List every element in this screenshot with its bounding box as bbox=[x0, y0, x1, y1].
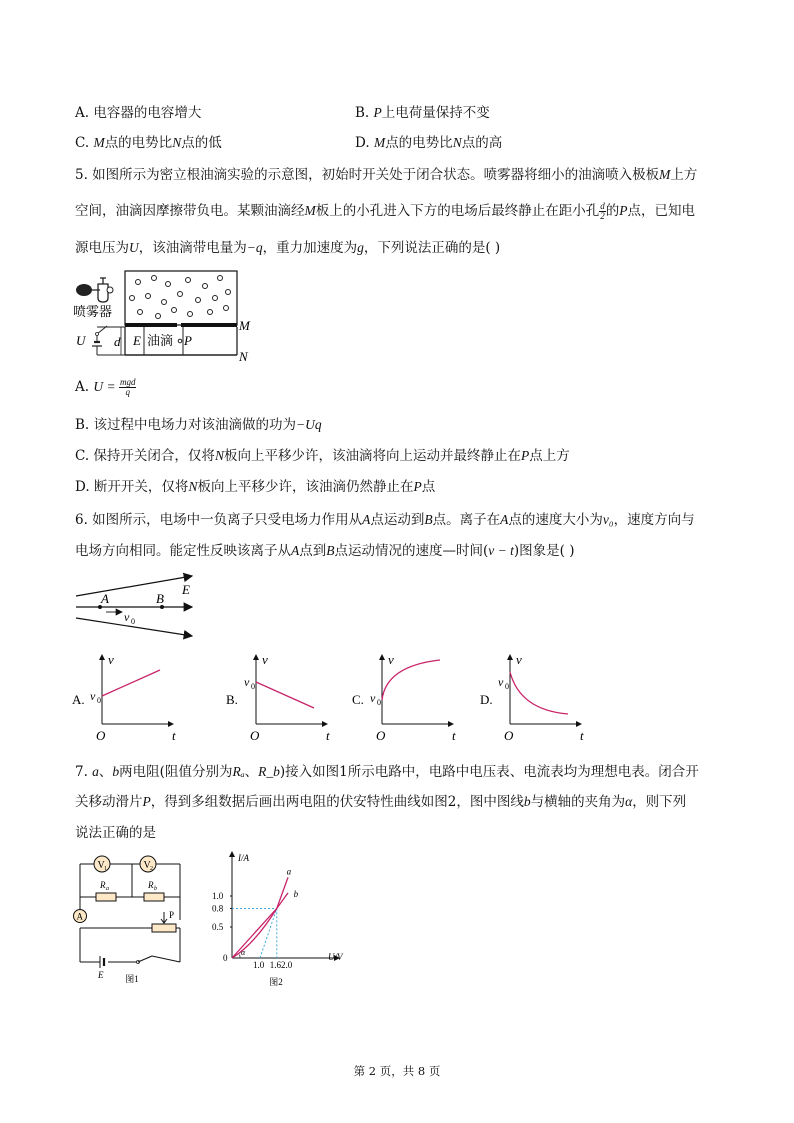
vt-curve bbox=[102, 670, 160, 696]
vt-curve bbox=[510, 672, 568, 714]
y-tick-label: 1.0 bbox=[212, 891, 224, 901]
sprayer-nozzle-icon bbox=[92, 284, 108, 302]
velocity-label: v bbox=[124, 610, 130, 624]
t-axis-label: t bbox=[580, 728, 584, 743]
velocity-subscript: 0 bbox=[131, 617, 135, 626]
q5-stem-line3: 源电压为U，该油滴带电量为−q，重力加速度为g，下列说法正确的是( ) bbox=[75, 240, 501, 256]
q7-stem-line2: 关移动滑片P，得到多组数据后画出两电阻的伏安特性曲线如图2，图中图线b与横轴的夹角为α，则下列 bbox=[75, 794, 687, 810]
figure-1-caption: 图1 bbox=[125, 974, 139, 984]
v0-subscript: 0 bbox=[377, 698, 381, 707]
sprayer-label: 喷雾器 bbox=[73, 304, 113, 319]
v0-subscript: 0 bbox=[97, 696, 101, 705]
circuit-figure-1 bbox=[72, 852, 192, 987]
distance-d-label: d bbox=[114, 334, 121, 349]
origin-label: O bbox=[504, 728, 514, 743]
voltage-u-label: U bbox=[76, 333, 86, 348]
q5-option-d: D. 断开开关，仅将N板向上平移少许，该油滴仍然静止在P点 bbox=[75, 479, 436, 495]
v-axis-arrow-icon bbox=[379, 654, 385, 660]
q5-stem-line1: 5. 如图所示为密立根油滴实验的示意图，初始时开关处于闭合状态。喷雾器将细小的油滴喷入极板M上方 bbox=[75, 167, 698, 183]
iv-characteristic-chart bbox=[210, 843, 350, 988]
graph-option-label: A. bbox=[72, 692, 85, 707]
point-b-label: B bbox=[156, 591, 164, 606]
voltmeter-v1-label: V bbox=[97, 860, 105, 871]
ammeter-icon bbox=[74, 910, 87, 923]
vt-curve bbox=[256, 682, 314, 708]
slider-p-label: P bbox=[169, 910, 175, 920]
x-tick-label: 1.0 bbox=[253, 960, 265, 970]
v0-label: v bbox=[370, 691, 376, 705]
figure-2-caption: 图2 bbox=[269, 977, 283, 987]
plate-m-label: M bbox=[239, 318, 250, 333]
v0-subscript: 0 bbox=[505, 682, 509, 691]
t-axis-arrow-icon bbox=[448, 721, 454, 727]
voltmeter-v1-icon bbox=[94, 856, 110, 872]
t-axis-label: t bbox=[452, 728, 456, 743]
ammeter-label: A bbox=[76, 911, 83, 922]
t-axis-label: t bbox=[326, 728, 330, 743]
tangent-guide bbox=[260, 908, 277, 958]
x-tick-label: 1.6 bbox=[269, 960, 282, 970]
resistor-ra-icon bbox=[96, 880, 116, 901]
q5-option-a: A. U = $\frac{\text{mgd}}{q}$ bbox=[75, 377, 136, 397]
resistor-rb-label: R bbox=[148, 880, 154, 890]
v-axis-arrow-icon bbox=[507, 654, 513, 660]
oil-droplet-label: 油滴 bbox=[147, 333, 174, 348]
q5-option-b: B. 该过程中电场力对该油滴做的功为−Uq bbox=[75, 417, 322, 433]
v-axis-label: v bbox=[108, 652, 114, 667]
v-axis-label: v bbox=[388, 652, 394, 667]
vt-graph-a bbox=[72, 652, 192, 742]
voltmeter-v2-label: V bbox=[143, 860, 151, 871]
x-tick-label: 2.0 bbox=[281, 960, 293, 970]
q6-stem-line2: 电场方向相同。能定性反映该离子从A点到B点运动情况的速度—时间(v − t)图象是( ) bbox=[75, 543, 575, 559]
origin-label: 0 bbox=[223, 953, 228, 963]
t-axis-arrow-icon bbox=[322, 721, 328, 727]
v-axis-label: v bbox=[262, 652, 268, 667]
point-a-label: A bbox=[101, 591, 109, 606]
q4-option-a: A. 电容器的电容增大 bbox=[75, 105, 202, 121]
v-axis-arrow-icon bbox=[253, 654, 259, 660]
voltmeter-v1-sub: 1 bbox=[104, 866, 107, 872]
t-axis-arrow-icon bbox=[168, 721, 174, 727]
field-e-label: E bbox=[133, 333, 141, 348]
i-axis-arrow-icon bbox=[229, 851, 235, 857]
graph-option-label: D. bbox=[480, 692, 493, 707]
v0-label: v bbox=[498, 675, 504, 689]
voltmeter-v2-sub: 2 bbox=[150, 866, 153, 872]
origin-label: O bbox=[376, 728, 386, 743]
v-axis-arrow-icon bbox=[99, 654, 105, 660]
q5-option-c: C. 保持开关闭合，仅将N板向上平移少许，该油滴将向上运动并最终静止在P点上方 bbox=[75, 448, 570, 464]
vt-graph-c bbox=[352, 652, 472, 742]
sprayer-bulb-icon bbox=[76, 284, 92, 296]
origin-label: O bbox=[250, 728, 260, 743]
v0-subscript: 0 bbox=[251, 682, 255, 691]
fraction-mgd-over-q: $\frac{\text{mgd}}{q}$ bbox=[119, 377, 136, 397]
switch-icon bbox=[137, 956, 153, 964]
v0-label: v bbox=[244, 675, 250, 689]
battery-e-label: E bbox=[98, 970, 104, 980]
fraction-d-over-2: $\frac{d}{2}$ bbox=[600, 201, 605, 221]
electric-field-figure bbox=[72, 570, 202, 640]
q6-stem-line1: 6. 如图所示，电场中一负离子只受电场力作用从A点运动到B点。离子在A点的速度大小为v₀，速度方向与 bbox=[75, 512, 695, 528]
resistor-rb-sub: b bbox=[154, 886, 157, 892]
q7-stem-line1: 7. a、b两电阻(阻值分别为Rₐ、R_b)接入如图1所示电路中，电路中电压表、电流表均为理想电表。闭合开 bbox=[75, 764, 699, 780]
graph-option-label: C. bbox=[352, 692, 364, 707]
field-line-top bbox=[76, 576, 192, 596]
graph-option-label: B. bbox=[226, 692, 238, 707]
angle-alpha-label: α bbox=[241, 948, 246, 957]
i-axis-label: I/A bbox=[238, 853, 249, 863]
y-tick-label: 0.8 bbox=[212, 903, 224, 914]
rheostat-icon bbox=[152, 910, 180, 932]
y-tick-label: 0.5 bbox=[212, 922, 224, 932]
q5-stem-line2: 空间，油滴因摩擦带负电。某颗油滴经M板上的小孔进入下方的电场后最终静止在距小孔 $\frac{d}{2}$ 的P点，已知电 bbox=[75, 201, 695, 221]
v-axis-label: v bbox=[516, 652, 522, 667]
angle-arc bbox=[240, 955, 241, 959]
t-axis-label: t bbox=[172, 728, 176, 743]
resistor-ra-sub: a bbox=[106, 886, 109, 892]
u-axis-label: U/V bbox=[328, 952, 343, 962]
v0-label: v bbox=[90, 689, 96, 703]
field-e-label: E bbox=[182, 582, 190, 597]
vt-graph-d bbox=[480, 652, 600, 742]
q4-option-b: B. P上电荷量保持不变 bbox=[355, 105, 490, 121]
line-a-label: a bbox=[286, 866, 292, 877]
battery-icon bbox=[97, 956, 104, 980]
millikan-apparatus-figure bbox=[70, 268, 260, 363]
resistor-ra-label: R bbox=[100, 880, 106, 890]
vt-graph-b bbox=[226, 652, 346, 742]
plate-n-label: N bbox=[239, 349, 248, 364]
resistor-rb-icon bbox=[144, 880, 164, 901]
series-line-a bbox=[232, 877, 288, 958]
q7-stem-line3: 说法正确的是 bbox=[75, 825, 156, 841]
q4-option-d: D. M点的电势比N点的高 bbox=[355, 135, 503, 151]
line-b-label: b bbox=[293, 889, 299, 900]
origin-label: O bbox=[96, 728, 106, 743]
point-p-label: P bbox=[184, 333, 192, 348]
oil-droplets bbox=[130, 276, 231, 319]
t-axis-arrow-icon bbox=[576, 721, 582, 727]
q4-option-c: C. M点的电势比N点的低 bbox=[75, 135, 222, 151]
page-footer: 第 2 页，共 8 页 bbox=[353, 1064, 441, 1078]
voltmeter-v2-icon bbox=[140, 856, 156, 872]
